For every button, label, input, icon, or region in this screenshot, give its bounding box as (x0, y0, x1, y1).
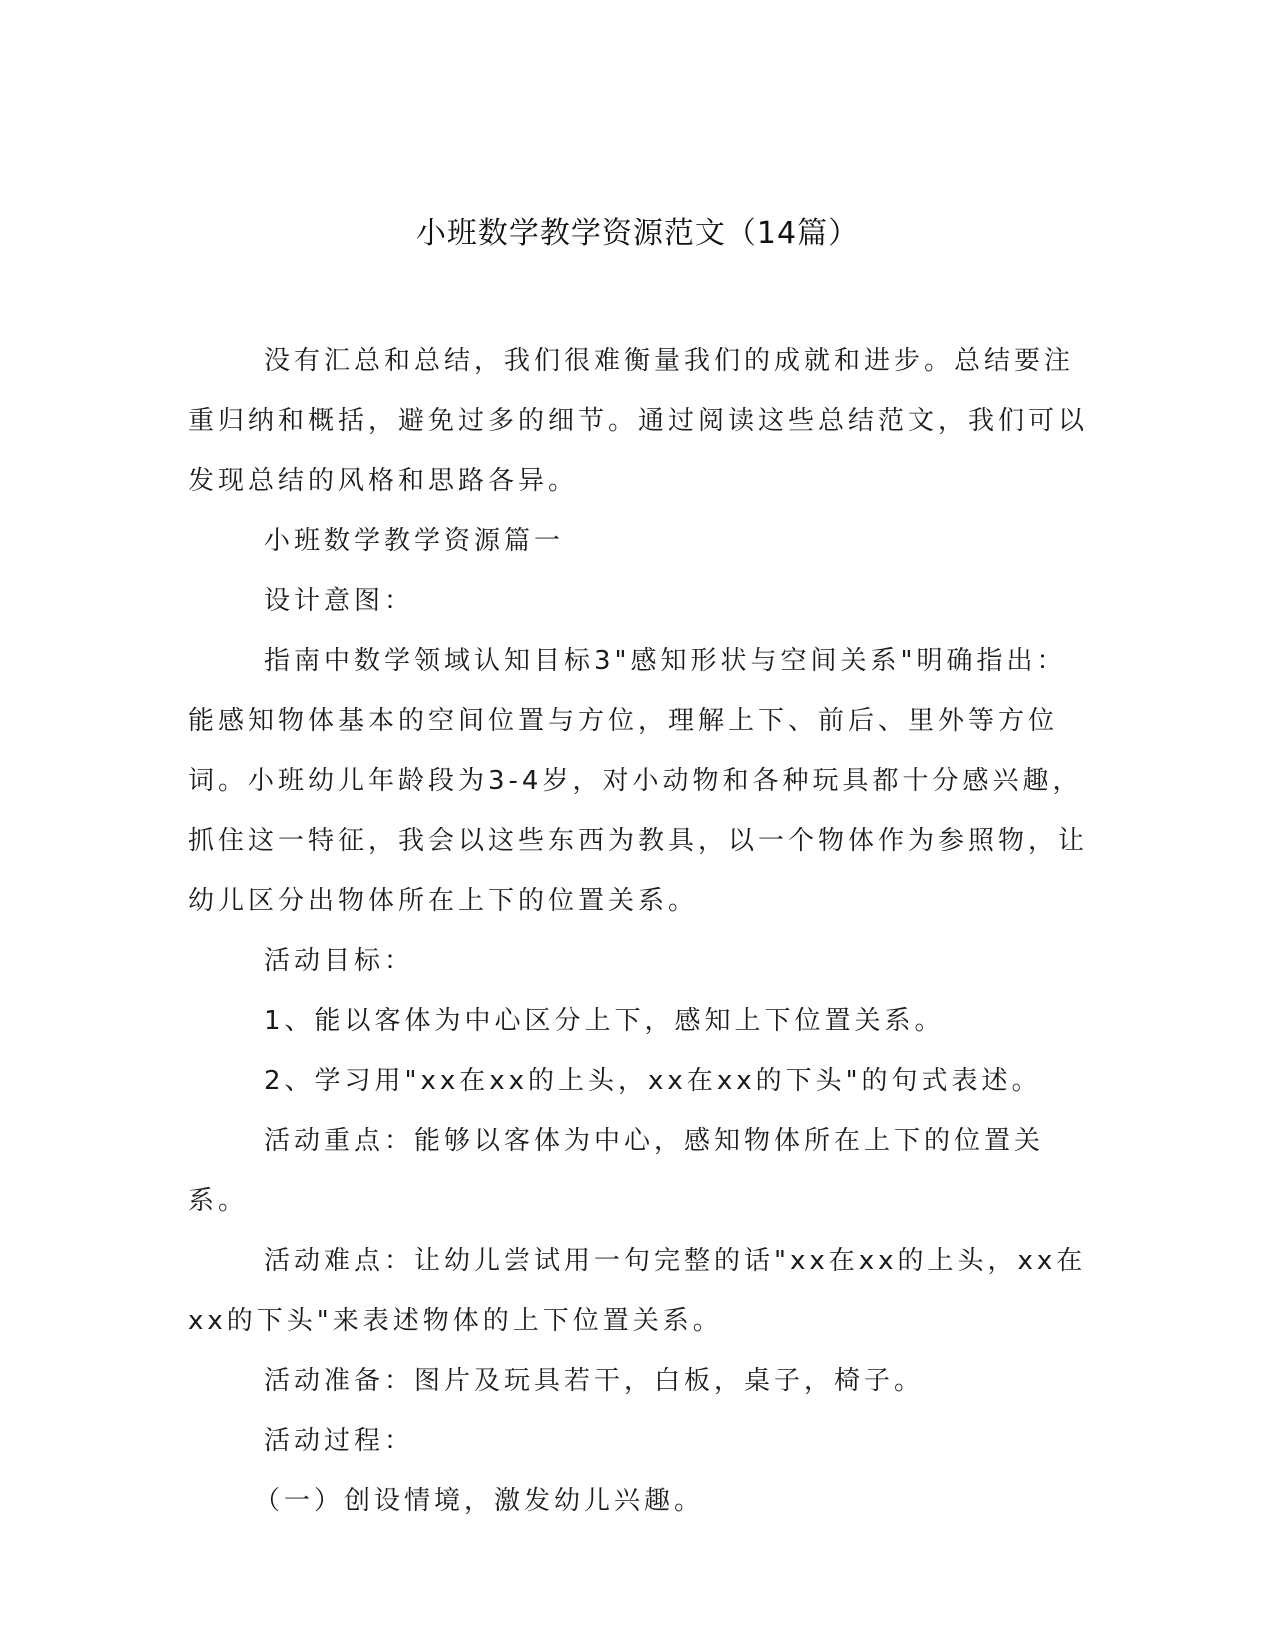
activity-goals-label: 活动目标： (264, 946, 415, 976)
activity-process-label: 活动过程： (264, 1426, 415, 1456)
document-body (188, 331, 1088, 1531)
activity-key-point: 活动重点：能够以客体为中心，感知物体所在上下的位置关系。 (188, 1126, 1045, 1216)
design-intent-label: 设计意图： (264, 586, 415, 616)
design-intent-paragraph: 指南中数学领域认知目标3"感知形状与空间关系"明确指出：能感知物体基本的空间位置与方位，理解上下、前后、里外等方位词。小班幼儿年龄段为3-4岁，对小动物和各种玩具都十分感兴趣，抓住这一特征，我会以这些东西为教具，以一个物体作为参照物，让幼儿区分出物体所在上下的位置关系。 (188, 646, 1089, 916)
section-heading: 小班数学教学资源篇一 (264, 526, 565, 556)
goal-item-1: 1、能以客体为中心区分上下，感知上下位置关系。 (264, 1006, 945, 1036)
intro-paragraph: 没有汇总和总结，我们很难衡量我们的成就和进步。总结要注重归纳和概括，避免过多的细节。通过阅读这些总结范文，我们可以发现总结的风格和思路各异。 (188, 346, 1089, 496)
activity-difficulty: 活动难点：让幼儿尝试用一句完整的话"xx在xx的上头，xx在xx的下头"来表述物体的上下位置关系。 (188, 1246, 1087, 1336)
process-step-1: （一）创设情境，激发幼儿兴趣。 (254, 1486, 705, 1516)
goal-item-2: 2、学习用"xx在xx的上头，xx在xx的下头"的句式表述。 (264, 1066, 1042, 1096)
activity-preparation: 活动准备：图片及玩具若干，白板，桌子，椅子。 (264, 1366, 925, 1396)
document-title: 小班数学教学资源范文（14篇） (415, 216, 860, 251)
